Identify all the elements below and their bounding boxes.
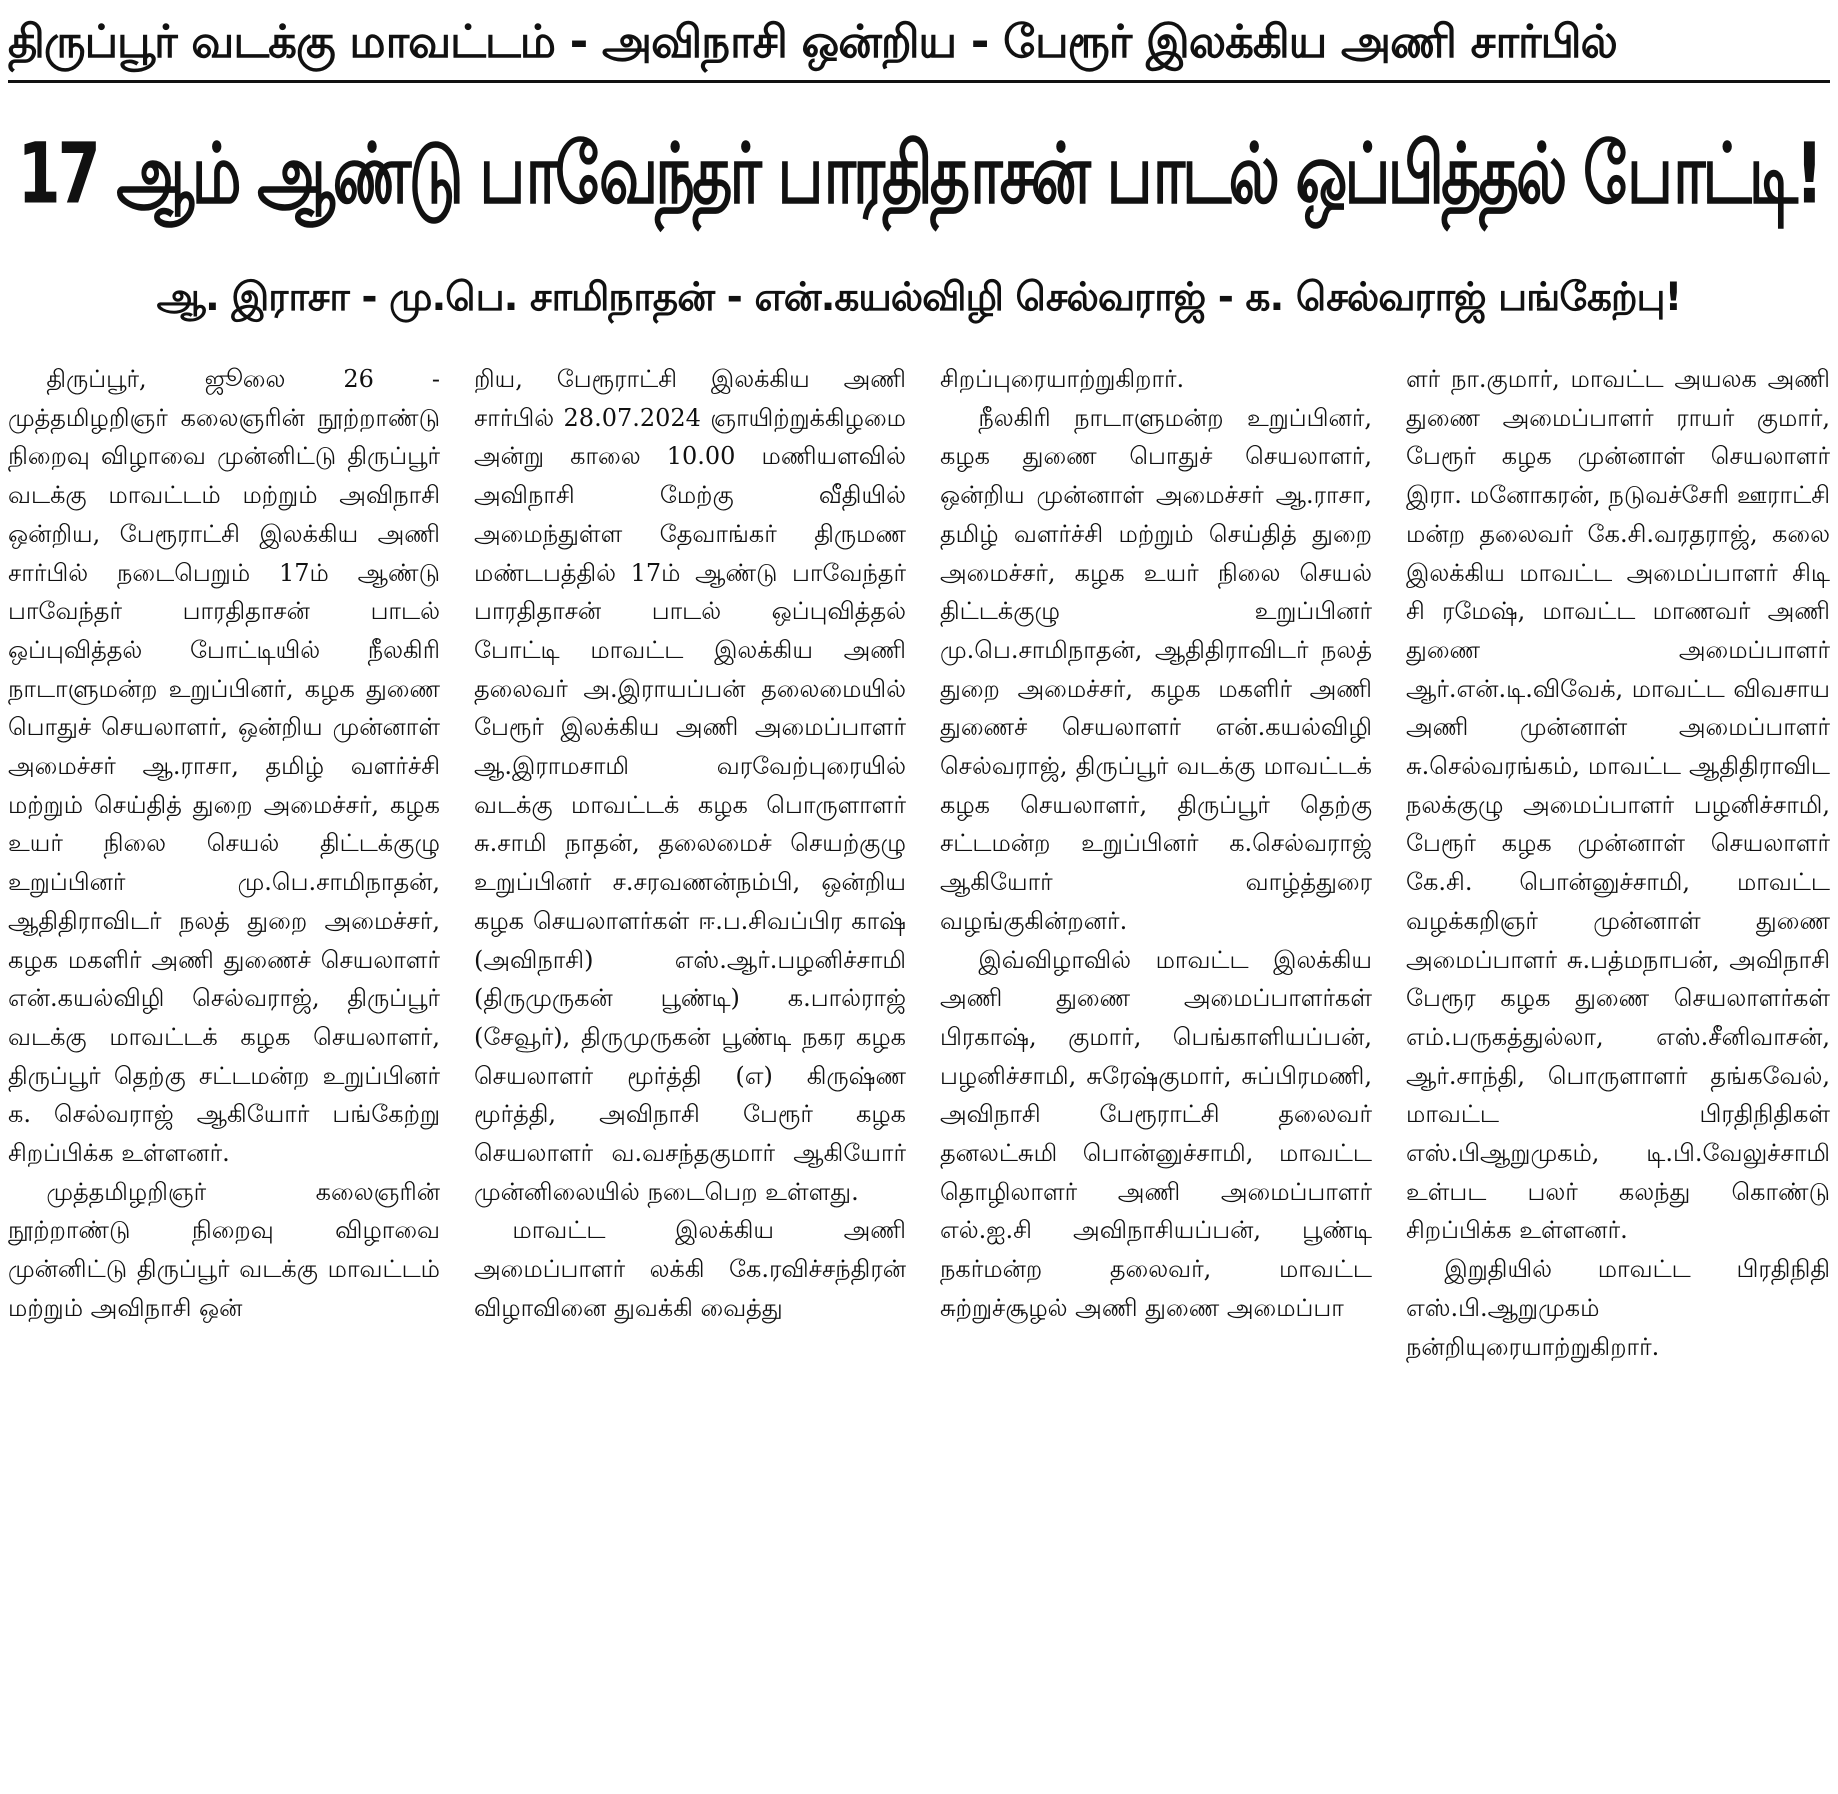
subheadline: ஆ. இராசா - மு.பெ. சாமிநாதன் - என்.கயல்விழி செல்வராஜ் - க. செல்வராஜ் பங்கேற்பு! <box>156 275 1682 320</box>
article-body <box>8 360 1830 1790</box>
paragraph: றிய, பேரூராட்சி இலக்கிய அணி சார்பில் 28.07.2024 ஞாயிற்றுக்கிழமை அன்று காலை 10.00 மணியளவில் அவிநாசி மேற்கு வீதியில் அமைந்துள்ள தேவாங்கர் திருமண மண்டபத்தில் 17ம் ஆண்டு பாவேந்தர் பாரதிதாசன் பாடல் ஒப்புவித்தல் போட்டி மாவட்ட இலக்கிய அணி தலைவர் அ.இராயப்பன் தலைமையில் பேரூர் இலக்கிய அணி அமைப்பாளர் ஆ.இராமசாமி வரவேற்புரையில் வடக்கு மாவட்டக் கழக பொருளாளர் சு.சாமி நாதன், தலைமைச் செயற்குழு உறுப்பினர் ச.சரவணன்நம்பி, ஒன்றிய கழக செயலாளர்கள் ஈ.ப.சிவப்பிர காஷ் (அவிநாசி) எஸ்.ஆர்.பழனிச்சாமி (திருமுருகன் பூண்டி) க.பால்ராஜ் (சேவூர்), திருமுருகன் பூண்டி நகர கழக செயலாளர் மூர்த்தி (எ) கிருஷ்ண மூர்த்தி, அவிநாசி பேரூர் கழக செயலாளர் வ.வசந்தகுமார் ஆகியோர் முன்னிலையில் நடைபெற உள்ளது. <box>474 365 906 1206</box>
paragraph: இவ்விழாவில் மாவட்ட இலக்கிய அணி துணை அமைப்பாளர்கள் பிரகாஷ், குமார், பெங்காளியப்பன், பழனிச்சாமி, சுரேஷ்குமார், சுப்பிரமணி, அவிநாசி பேரூராட்சி தலைவர் தனலட்சுமி பொன்னுச்சாமி, மாவட்ட தொழிலாளர் அணி அமைப்பாளர் எல்.ஐ.சி அவிநாசியப்பன், பூண்டி நகர்மன்ற தலைவர், மாவட்ட சுற்றுச்சூழல் அணி துணை அமைப்பா <box>940 945 1372 1322</box>
article-column-1 <box>8 360 440 1790</box>
article-column-4 <box>1406 360 1830 1790</box>
paragraph: இறுதியில் மாவட்ட பிரதிநிதி எஸ்.பி.ஆறுமுகம் நன்றியுரையாற்றுகிறார். <box>1406 1255 1830 1361</box>
article-column-2 <box>474 360 906 1790</box>
kicker-line: திருப்பூர் வடக்கு மாவட்டம் - அவிநாசி ஒன்றிய - பேரூர் இலக்கிய அணி சார்பில் <box>8 15 1617 68</box>
paragraph: திருப்பூர், ஜூலை 26 - முத்தமிழறிஞர் கலைஞரின் நூற்றாண்டு நிறைவு விழாவை முன்னிட்டு திருப்பூர் வடக்கு மாவட்டம் மற்றும் அவிநாசி ஒன்றிய, பேரூராட்சி இலக்கிய அணி சார்பில் நடைபெறும் 17ம் ஆண்டு பாவேந்தர் பாரதிதாசன் பாடல் ஒப்புவித்தல் போட்டியில் நீலகிரி நாடாளுமன்ற உறுப்பினர், கழக துணை பொதுச் செயலாளர், ஒன்றிய முன்னாள் அமைச்சர் ஆ.ராசா, தமிழ் வளர்ச்சி மற்றும் செய்தித் துறை அமைச்சர், கழக உயர் நிலை செயல் திட்டக்குழு உறுப்பினர் மு.பெ.சாமிநாதன், ஆதிதிராவிடர் நலத் துறை அமைச்சர், கழக மகளிர் அணி துணைச் செயலாளர் என்.கயல்விழி செல்வராஜ், திருப்பூர் வடக்கு மாவட்டக் கழக செயலாளர், திருப்பூர் தெற்கு சட்டமன்ற உறுப்பினர் க. செல்வராஜ் ஆகியோர் பங்கேற்று சிறப்பிக்க உள்ளனர். <box>8 365 440 1168</box>
paragraph: முத்தமிழறிஞர் கலைஞரின் நூற்றாண்டு நிறைவு விழாவை முன்னிட்டு திருப்பூர் வடக்கு மாவட்டம் மற்றும் அவிநாசி ஒன் <box>8 1177 440 1322</box>
headline: 17 ஆம் ஆண்டு பாவேந்தர் பாரதிதாசன் பாடல் ஒப்பித்தல் போட்டி! <box>17 124 1821 223</box>
paragraph: சிறப்புரையாற்றுகிறார். <box>940 365 1185 393</box>
paragraph: மாவட்ட இலக்கிய அணி அமைப்பாளர் லக்கி கே.ரவிச்சந்திரன் விழாவினை துவக்கி வைத்து <box>474 1216 906 1322</box>
paragraph: ளர் நா.குமார், மாவட்ட அயலக அணி துணை அமைப்பாளர் ராயர் குமார், பேரூர் கழக முன்னாள் செயலாளர் இரா. மனோகரன், நடுவச்சேரி ஊராட்சி மன்ற தலைவர் கே.சி.வரதராஜ், கலை இலக்கிய மாவட்ட அமைப்பாளர் சிடி சி ரமேஷ், மாவட்ட மாணவர் அணி துணை அமைப்பாளர் ஆர்.என்.டி.விவேக், மாவட்ட விவசாய அணி முன்னாள் அமைப்பாளர் சு.செல்வரங்கம், மாவட்ட ஆதிதிராவிட நலக்குழு அமைப்பாளர் பழனிச்சாமி, பேரூர் கழக முன்னாள் செயலாளர் கே.சி. பொன்னுச்சாமி, மாவட்ட வழக்கறிஞர் முன்னாள் துணை அமைப்பாளர் சு.பத்மநாபன், அவிநாசி பேரூர கழக துணை செயலாளர்கள் எம்.பருகத்துல்லா, எஸ்.சீனிவாசன், ஆர்.சாந்தி, பொருளாளர் தங்கவேல், மாவட்ட பிரதிநிதிகள் எஸ்.பிஆறுமுகம், டி.பி.வேலுச்சாமி உள்பட பலர் கலந்து கொண்டு சிறப்பிக்க உள்ளனர். <box>1406 365 1830 1245</box>
article-column-3 <box>940 360 1372 1790</box>
paragraph: நீலகிரி நாடாளுமன்ற உறுப்பினர், கழக துணை பொதுச் செயலாளர், ஒன்றிய முன்னாள் அமைச்சர் ஆ.ராசா, தமிழ் வளர்ச்சி மற்றும் செய்தித் துறை அமைச்சர், கழக உயர் நிலை செயல் திட்டக்குழு உறுப்பினர் மு.பெ.சாமிநாதன், ஆதிதிராவிடர் நலத் துறை அமைச்சர், கழக மகளிர் அணி துணைச் செயலாளர் என்.கயல்விழி செல்வராஜ், திருப்பூர் வடக்கு மாவட்டக் கழக செயலாளர், திருப்பூர் தெற்கு சட்டமன்ற உறுப்பினர் க.செல்வராஜ் ஆகியோர் வாழ்த்துரை வழங்குகின்றனர். <box>940 403 1372 935</box>
